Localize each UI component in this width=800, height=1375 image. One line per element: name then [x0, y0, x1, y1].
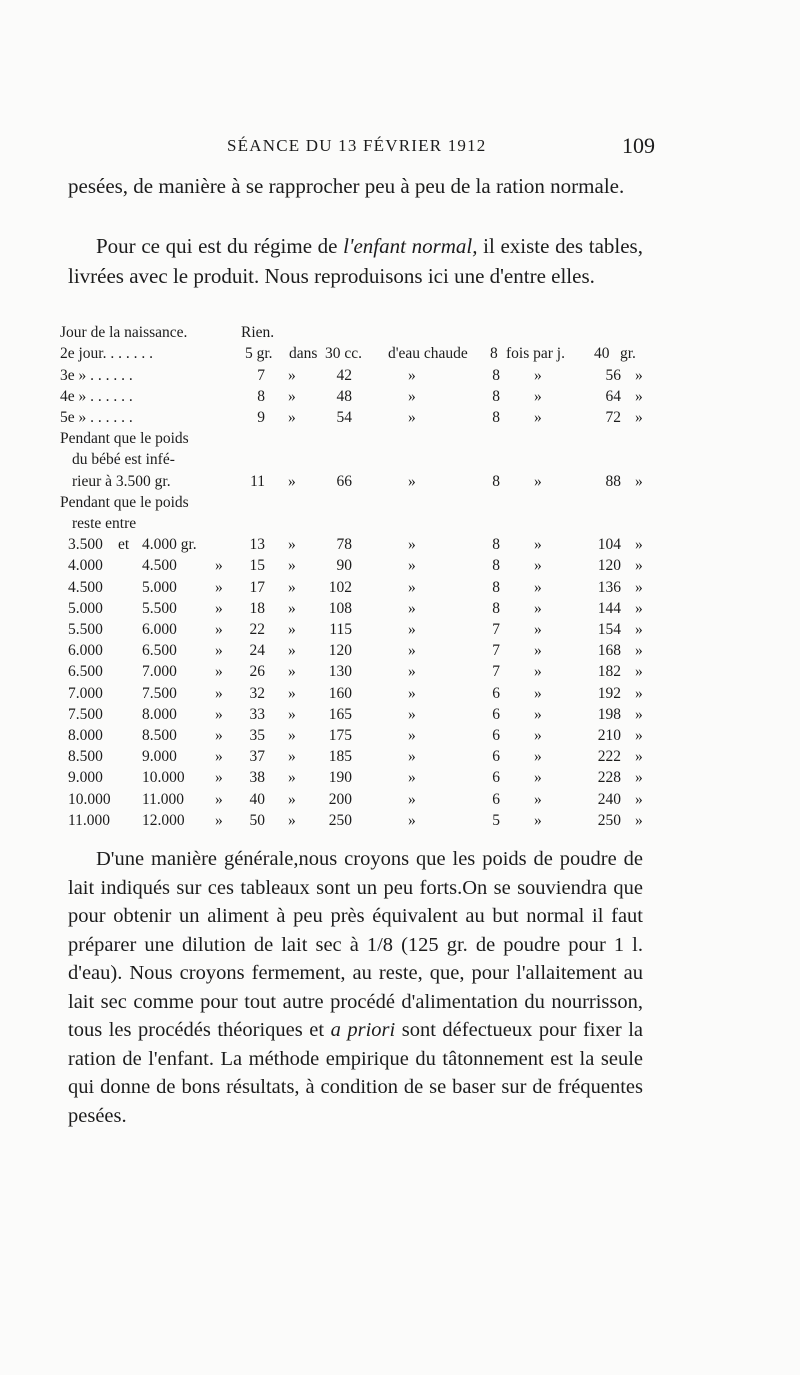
table-gr: 15 [249, 557, 265, 575]
table-gr: 26 [249, 663, 265, 681]
table-weight-from: 6.000 [68, 642, 103, 660]
table-ditto: » [408, 387, 416, 405]
table-ditto: » [408, 536, 416, 554]
table-label: Jour de la naissance. [60, 324, 188, 341]
table-ditto: » [635, 726, 643, 744]
table-fois: 6 [492, 790, 500, 808]
table-fois: 6 [492, 705, 500, 723]
table-weight-from: 11.000 [68, 811, 111, 829]
table-note-text: rieur à 3.500 gr. [72, 472, 171, 490]
table-label: 4e » . . . . . . [60, 387, 133, 405]
table-ditto: » [635, 578, 643, 596]
table-ditto: » [288, 599, 296, 617]
paragraph-3-text-b: sont défectueux pour fixer la ration de l'enfant. La méthode empirique du tâtonnement est la seule qui donne de bons résultats, à condition de se baser sur de fréquentes pesées. [68, 1019, 643, 1127]
paragraph-2-text-a: Pour ce qui est du régime de [96, 234, 344, 258]
table-weight-to: 8.000 [142, 705, 177, 723]
table-ditto: » [288, 408, 296, 426]
table-weight-from: 4.000 [68, 557, 103, 575]
table-ditto: » [534, 790, 542, 808]
table-note-text: du bébé est infé- [72, 451, 175, 469]
table-ditto: » [215, 663, 223, 681]
running-header [0, 133, 800, 163]
table-ditto: » [408, 366, 416, 384]
table-fois: 8 [492, 578, 500, 596]
table-ditto: » [408, 557, 416, 575]
table-cc: 115 [329, 620, 352, 638]
table-fois: 7 [492, 663, 500, 681]
table-ditto: » [534, 663, 542, 681]
table-row-range [60, 727, 660, 748]
table-note-text: Pendant que le poids [60, 430, 189, 448]
table-row-range [60, 536, 660, 557]
table-ditto: » [215, 620, 223, 638]
table-ditto: » [288, 790, 296, 808]
table-fois: 8 [492, 366, 500, 384]
table-ditto: » [635, 684, 643, 702]
table-weight-from: 8.500 [68, 748, 103, 766]
table-gr: 11 [250, 472, 265, 490]
table-ditto: » [408, 748, 416, 766]
table-row-range [60, 748, 660, 769]
table-ditto: » [635, 408, 643, 426]
table-ditto: » [288, 769, 296, 787]
table-cc: 175 [328, 726, 352, 744]
table-ditto: » [288, 578, 296, 596]
table-weight-to: 12.000 [142, 811, 185, 829]
table-ditto: » [288, 472, 296, 490]
table-weight-from: 5.500 [68, 620, 103, 638]
table-ditto: » [288, 642, 296, 660]
table-cc: 48 [336, 387, 352, 405]
table-gr: 50 [249, 811, 265, 829]
table-ditto: » [534, 472, 542, 490]
table-ditto: » [635, 748, 643, 766]
table-fois: 8 [492, 536, 500, 554]
table-total: 144 [597, 599, 621, 617]
table-ditto: » [534, 811, 542, 829]
table-eau: d'eau chaude [388, 345, 468, 362]
table-ditto: » [288, 726, 296, 744]
table-total: 240 [597, 790, 621, 808]
table-gr: 38 [249, 769, 265, 787]
table-ditto: » [215, 642, 223, 660]
table-fois: 6 [492, 684, 500, 702]
table-ditto: » [534, 557, 542, 575]
table-fois: 6 [492, 769, 500, 787]
table-ditto: » [408, 642, 416, 660]
table-ditto: » [534, 684, 542, 702]
table-ditto: » [534, 705, 542, 723]
table-gr: 5 gr. [245, 345, 273, 362]
table-ditto: » [635, 663, 643, 681]
table-total: 104 [597, 536, 621, 554]
table-ditto: » [635, 599, 643, 617]
table-fois: 7 [492, 642, 500, 660]
table-weight-to: 7.000 [142, 663, 177, 681]
table-ditto: » [215, 769, 223, 787]
table-ditto: » [215, 790, 223, 808]
table-ditto: » [408, 408, 416, 426]
table-ditto: » [408, 769, 416, 787]
table-note-line [60, 430, 660, 451]
table-cc: 42 [336, 366, 352, 384]
table-ditto: » [534, 599, 542, 617]
table-weight-from: 5.000 [68, 599, 103, 617]
table-cc: 90 [336, 557, 352, 575]
table-fois-label: fois par j. [506, 345, 565, 362]
table-cc: 185 [328, 748, 352, 766]
table-row-day [60, 409, 660, 430]
table-total: 168 [597, 642, 621, 660]
table-row-range [60, 663, 660, 684]
table-row-range [60, 642, 660, 663]
table-fois: 8 [492, 408, 500, 426]
table-ditto: » [408, 726, 416, 744]
table-note-line [60, 494, 660, 515]
table-weight-to: 10.000 [142, 769, 185, 787]
table-ditto: » [408, 620, 416, 638]
table-ditto: » [288, 684, 296, 702]
table-ditto: » [534, 408, 542, 426]
page-number: 109 [622, 133, 655, 158]
table-row-range [60, 706, 660, 727]
table-ditto: » [534, 536, 542, 554]
table-ditto: » [635, 472, 643, 490]
table-total: 182 [597, 663, 621, 681]
table-ditto: » [215, 705, 223, 723]
table-ditto: » [408, 472, 416, 490]
table-ditto: » [635, 557, 643, 575]
table-gr: 17 [249, 578, 265, 596]
table-cc: 78 [336, 536, 352, 554]
table-ditto: » [288, 748, 296, 766]
table-total: 72 [605, 408, 621, 426]
table-ditto: » [408, 599, 416, 617]
table-ditto: » [534, 642, 542, 660]
table-row-birth [60, 324, 660, 345]
table-fois: 8 [492, 557, 500, 575]
table-cc: 108 [328, 599, 352, 617]
table-ditto: » [215, 578, 223, 596]
table-row-range [60, 600, 660, 621]
table-ditto: » [635, 790, 643, 808]
table-ditto: » [408, 705, 416, 723]
table-weight-to: 7.500 [142, 684, 177, 702]
table-gr: 24 [249, 642, 265, 660]
table-gr: 13 [249, 536, 265, 554]
table-weight-to: 4.500 [142, 557, 177, 575]
table-weight-from: 7.000 [68, 684, 103, 702]
table-ditto: » [635, 811, 643, 829]
table-ditto: » [534, 726, 542, 744]
paragraph-3-emphasis: a priori [330, 1019, 396, 1041]
table-fois: 8 [492, 472, 500, 490]
table-row-range [60, 685, 660, 706]
table-ditto: » [215, 557, 223, 575]
table-weight-to: 9.000 [142, 748, 177, 766]
table-row-range [60, 579, 660, 600]
table-weight-from: 9.000 [68, 769, 103, 787]
paragraph-2-text-b: il existe des tables, livrées avec le produit. Nous reproduisons ici une d'entre elles. [68, 234, 643, 288]
table-ditto: » [635, 620, 643, 638]
table-ditto: » [635, 769, 643, 787]
table-fois: 6 [492, 748, 500, 766]
table-fois: 8 [490, 345, 498, 362]
table-dans: dans [289, 345, 318, 362]
table-gr: 9 [257, 408, 265, 426]
table-ditto: » [408, 684, 416, 702]
table-ditto: » [534, 578, 542, 596]
table-ditto: » [534, 387, 542, 405]
table-ditto: » [288, 557, 296, 575]
table-cc: 102 [328, 578, 352, 596]
table-weight-to: 5.500 [142, 599, 177, 617]
table-fois: 8 [492, 599, 500, 617]
table-weight-to: 8.500 [142, 726, 177, 744]
table-cc: 66 [336, 472, 352, 490]
table-ditto: » [408, 811, 416, 829]
table-label: 2e jour. . . . . . . [60, 345, 153, 362]
table-weight-to: 11.000 [142, 790, 185, 808]
table-fois: 6 [492, 726, 500, 744]
table-total: 136 [597, 578, 621, 596]
table-cc: 165 [328, 705, 352, 723]
table-total: 88 [605, 472, 621, 490]
table-ditto: » [534, 620, 542, 638]
table-note-text: Pendant que le poids [60, 493, 189, 511]
header-title: SÉANCE DU 13 FÉVRIER 1912 [227, 136, 487, 155]
table-total: 56 [605, 366, 621, 384]
table-row-range [60, 812, 660, 833]
table-ditto: » [215, 684, 223, 702]
table-ditto: » [635, 366, 643, 384]
table-label: 3e » . . . . . . [60, 366, 133, 384]
table-cc: 54 [336, 408, 352, 426]
table-ditto: » [288, 536, 296, 554]
table-total: 222 [597, 748, 621, 766]
table-gr: 33 [249, 705, 265, 723]
table-total: 154 [597, 620, 621, 638]
table-row-day [60, 388, 660, 409]
table-row-range [60, 621, 660, 642]
table-ditto: » [288, 620, 296, 638]
table-ditto: » [635, 536, 643, 554]
table-cc: 250 [328, 811, 352, 829]
table-fois: 5 [492, 811, 500, 829]
paragraph-3 [68, 845, 643, 1130]
table-total: 210 [597, 726, 621, 744]
table-total: 228 [597, 769, 621, 787]
table-row-day [60, 367, 660, 388]
table-cc: 30 cc. [325, 345, 363, 362]
table-ditto: » [215, 811, 223, 829]
table-cc: 200 [328, 790, 352, 808]
table-ditto: » [534, 748, 542, 766]
table-gr: 32 [249, 684, 265, 702]
table-gr: 8 [257, 387, 265, 405]
table-weight-to: 4.000 gr. [142, 536, 197, 554]
table-ditto: » [635, 387, 643, 405]
table-ditto: » [534, 366, 542, 384]
table-row-range [60, 791, 660, 812]
table-cc: 160 [328, 684, 352, 702]
table-total: 198 [597, 705, 621, 723]
paragraph-1: pesées, de manière à se rapprocher peu à peu de la ration normale. [68, 174, 625, 198]
table-ditto: » [288, 387, 296, 405]
table-weight-sep: et [118, 536, 130, 554]
table-ditto: » [408, 578, 416, 596]
table-ditto: » [635, 705, 643, 723]
table-note-text: reste entre [72, 514, 137, 532]
table-gr: 37 [249, 748, 265, 766]
table-ditto: » [288, 705, 296, 723]
table-total-unit: gr. [620, 345, 636, 362]
table-gr: 7 [257, 366, 265, 384]
table-weight-from: 7.500 [68, 705, 103, 723]
table-weight-to: 6.000 [142, 620, 177, 638]
table-label: 5e » . . . . . . [60, 408, 133, 426]
table-weight-from: 8.000 [68, 726, 103, 744]
table-gr: 22 [249, 620, 265, 638]
table-weight-from: 10.000 [68, 790, 111, 808]
table-row-day-2 [60, 345, 660, 366]
table-gr: 18 [249, 599, 265, 617]
table-row-range [60, 557, 660, 578]
table-weight-from: 6.500 [68, 663, 103, 681]
table-weight-to: 5.000 [142, 578, 177, 596]
paragraph-2 [68, 232, 643, 291]
table-cc: 120 [328, 642, 352, 660]
table-gr: 35 [249, 726, 265, 744]
table-total: 120 [597, 557, 621, 575]
paragraph-2-emphasis: l'enfant normal, [343, 234, 478, 258]
table-note-line [60, 515, 660, 536]
table-ditto: » [288, 663, 296, 681]
table-gr: 40 [249, 790, 265, 808]
table-ditto: » [215, 599, 223, 617]
paragraph-3-text-a: D'une manière générale,nous croyons que les poids de poudre de lait indiqués sur ces tableaux sont un peu forts.On se souviendra que pour obtenir un aliment à peu près équivalent au but normal il faut préparer une dilution de lait sec à 1/8 (125 gr. de poudre pour 1 l. d'eau). Nous croyons fermement, au reste, que, pour l'allaitement au lait sec comme pour tout autre procédé d'alimentation du nourrisson, tous les procédés théoriques et [68, 848, 643, 1041]
table-ditto: » [215, 748, 223, 766]
table-ditto: » [215, 726, 223, 744]
table-weight-from: 4.500 [68, 578, 103, 596]
table-total: 40 [594, 345, 610, 362]
table-row-range [60, 769, 660, 790]
table-total: 192 [597, 684, 621, 702]
table-ditto: » [288, 366, 296, 384]
table-value: Rien. [241, 324, 275, 341]
table-ditto: » [534, 769, 542, 787]
table-note-line [60, 473, 660, 494]
table-fois: 8 [492, 387, 500, 405]
table-note-line [60, 451, 660, 472]
table-cc: 190 [328, 769, 352, 787]
table-weight-from: 3.500 [68, 536, 103, 554]
table-ditto: » [408, 663, 416, 681]
table-total: 64 [605, 387, 621, 405]
table-cc: 130 [328, 663, 352, 681]
table-total: 250 [597, 811, 621, 829]
table-weight-to: 6.500 [142, 642, 177, 660]
table-ditto: » [288, 811, 296, 829]
table-ditto: » [408, 790, 416, 808]
table-ditto: » [635, 642, 643, 660]
table-fois: 7 [492, 620, 500, 638]
